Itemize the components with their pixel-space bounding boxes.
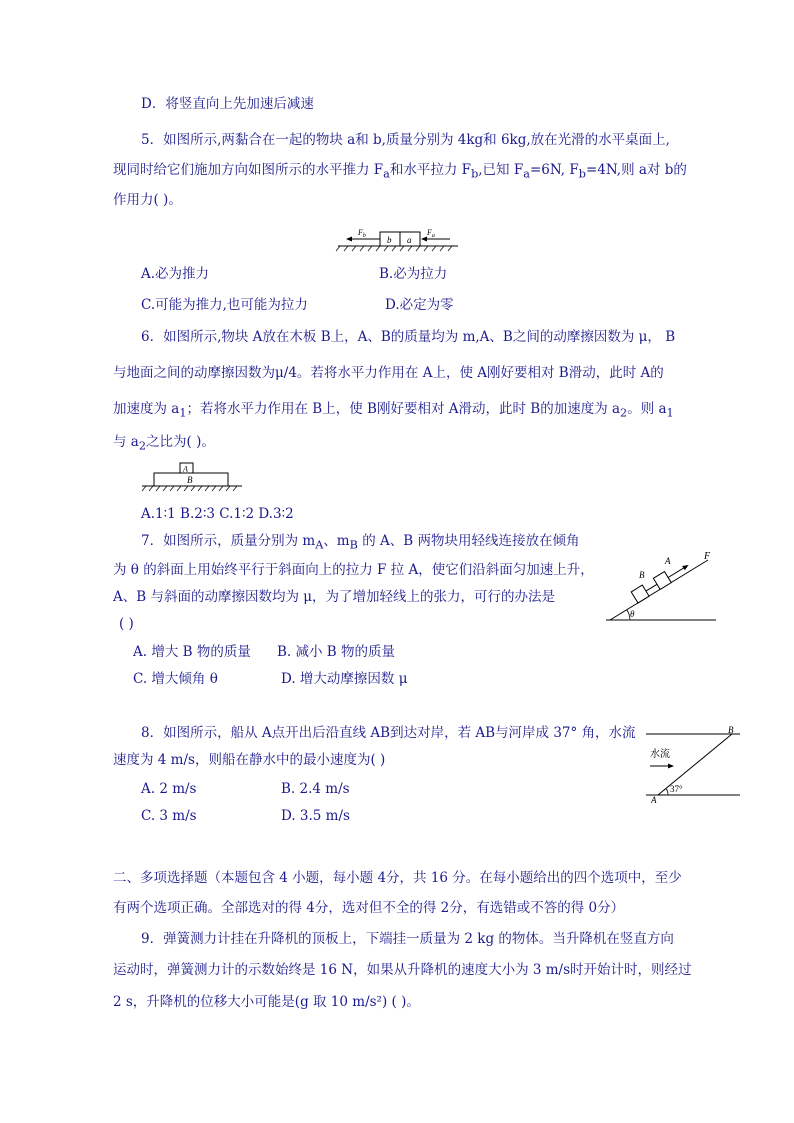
q8-option-c: C. 3 m/s bbox=[141, 808, 197, 824]
q9-line3: 2 s，升降机的位移大小可能是(g 取 10 m/s²) ( )。 bbox=[113, 994, 420, 1010]
block-a-label: a bbox=[407, 235, 412, 245]
q6-options: A.1∶1 B.2∶3 C.1∶2 D.3∶2 bbox=[141, 506, 294, 522]
svg-text:Fb: $F_b$ bbox=[358, 228, 366, 239]
water-flow-label: 水流 bbox=[650, 749, 670, 760]
board-b-label: B bbox=[187, 475, 193, 485]
block-a-label: A bbox=[665, 556, 671, 566]
q8-figure bbox=[644, 724, 744, 808]
q6-line4: 与 $a_2$之比为( )。 bbox=[113, 434, 215, 453]
arrow-f-icon bbox=[682, 563, 690, 570]
q7-option-b: B. 减小 B 物的质量 bbox=[277, 644, 396, 660]
block-b-label: b bbox=[387, 235, 392, 245]
q7-line2: 为 θ 的斜面上用始终平行于斜面向上的拉力 F 拉 A，使它们沿斜面匀加速上升， bbox=[113, 562, 594, 578]
point-a-label: A bbox=[651, 795, 657, 805]
q6-line1: 6．如图所示,物块 A放在木板 B上，A、B的质量均为 m,A、B之间的动摩擦因数为 μ， B bbox=[141, 329, 676, 345]
arrow-fa-icon bbox=[421, 237, 427, 242]
block-a bbox=[653, 572, 671, 590]
q8-line1: 8．如图所示，船从 A点开出后沿直线 AB到达对岸，若 AB与河岸成 37° 角，水流 bbox=[141, 725, 636, 741]
q5-figure bbox=[334, 224, 462, 252]
q7-line1: 7．如图所示，质量分别为 $m_A$、$m_B$ 的 A、B 两物块用轻线连接放在倾角 bbox=[141, 533, 580, 552]
block-b bbox=[631, 585, 649, 603]
q5-option-b: B.必为拉力 bbox=[379, 266, 448, 282]
q8-option-a: A. 2 m/s bbox=[141, 781, 197, 797]
q8-line2: 速度为 4 m/s，则船在静水中的最小速度为( ) bbox=[113, 752, 386, 768]
q5-option-a: A.必为推力 bbox=[141, 266, 210, 282]
flow-arrow-icon bbox=[668, 764, 674, 769]
q6-line2: 与地面之间的动摩擦因数为μ/4。若将水平力作用在 A上，使 A刚好要相对 B滑动，此时 A的 bbox=[113, 365, 664, 381]
force-f-label: F bbox=[704, 551, 711, 562]
q9-line2: 运动时，弹簧测力计的示数始终是 16 N，如果从升降机的速度大小为 3 m/s时开始计时，则经过 bbox=[113, 962, 692, 978]
q7-option-a: A. 增大 B 物的质量 bbox=[133, 644, 251, 660]
point-b-label: B bbox=[728, 725, 734, 735]
q5-option-c: C.可能为推力,也可能为拉力 bbox=[141, 297, 308, 313]
q7-figure bbox=[604, 548, 718, 624]
q4-option-d: D．将竖直向上先加速后减速 bbox=[141, 96, 314, 112]
block-b-label: B bbox=[639, 570, 645, 580]
q5-line2: 现同时给它们施加方向如图所示的水平推力 $F_a$和水平拉力 $F_b$,已知 $F_a=6N$, $F_b=4N$,则 a对 b的 bbox=[113, 162, 687, 181]
svg-text:Fa: $F_a$ bbox=[427, 228, 435, 239]
section2-line1: 二、多项选择题（本题包含 4 小题，每小题 4分，共 16 分。在每小题给出的四个选项中，至少 bbox=[113, 870, 682, 886]
q5-line1: 5．如图所示,两黏合在一起的物块 a和 b,质量分别为 4kg和 6kg,放在光滑的水平桌面上, bbox=[141, 132, 670, 148]
q7-line3: A、B 与斜面的动摩擦因数均为 μ，为了增加轻线上的张力，可行的办法是 bbox=[113, 589, 556, 605]
arrow-fb-icon bbox=[346, 237, 352, 242]
q8-option-d: D. 3.5 m/s bbox=[281, 808, 350, 824]
theta-label: θ bbox=[630, 609, 635, 619]
q6-figure bbox=[140, 461, 245, 495]
section2-line2: 有两个选项正确。全部选对的得 4分，选对但不全的得 2分，有选错或不答的得 0分） bbox=[113, 900, 625, 916]
q7-line4: ( ) bbox=[119, 616, 134, 632]
q5-option-d: D.必定为零 bbox=[385, 297, 454, 313]
q5-line3: 作用力( )。 bbox=[113, 192, 182, 208]
q8-option-b: B. 2.4 m/s bbox=[281, 781, 350, 797]
q9-line1: 9．弹簧测力计挂在升降机的顶板上，下端挂一质量为 2 kg 的物体。当升降机在竖直方向 bbox=[141, 931, 674, 947]
q7-option-d: D. 增大动摩擦因数 μ bbox=[281, 671, 408, 687]
angle-label: 37° bbox=[670, 784, 683, 794]
block-a-label: A bbox=[183, 464, 188, 474]
q7-option-c: C. 增大倾角 θ bbox=[133, 671, 218, 687]
q6-line3: 加速度为 $a_1$；若将水平力作用在 B上，使 B刚好要相对 A滑动，此时 B的加速度为 $a_2$。则 $a_1$ bbox=[113, 401, 674, 420]
